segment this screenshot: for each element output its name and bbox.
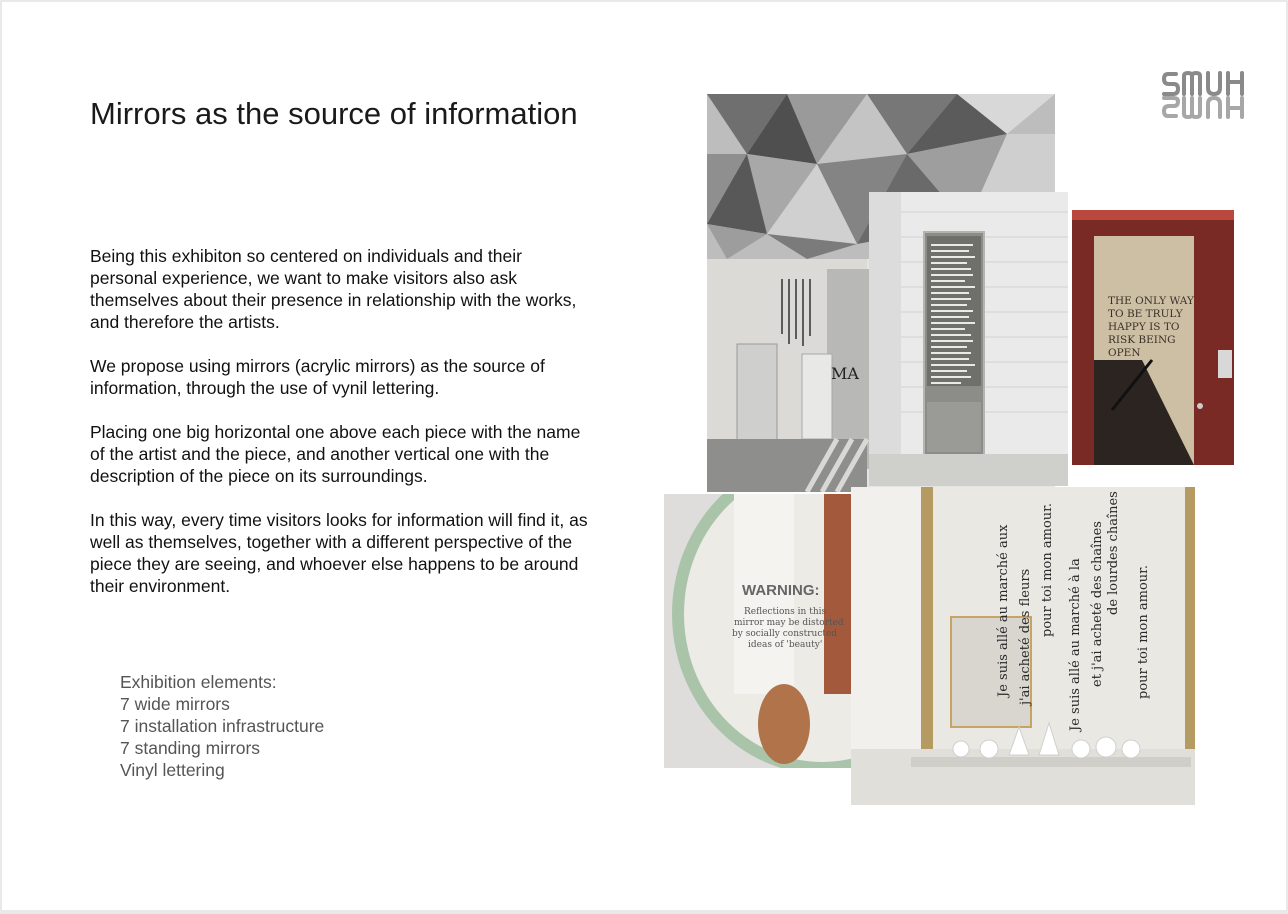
door-text-line: OPEN (1108, 347, 1141, 359)
standing-mirror-image (869, 192, 1068, 486)
photo-door-lettering (1072, 210, 1234, 465)
vertical-text-line: Je suis allé au marché aux (996, 524, 1011, 697)
exhibition-elements-list (120, 671, 324, 781)
vertical-text-line: Je suis allé au marché à la (1068, 558, 1083, 731)
door-text-line: TO BE TRULY (1108, 308, 1183, 320)
gilded-mirror-image (851, 487, 1195, 805)
list-item: 7 standing mirrors (120, 738, 261, 758)
oval-text-line: ideas of 'beauty' (748, 640, 823, 650)
vertical-text-line: j'ai acheté des fleurs (1018, 568, 1033, 705)
paragraph: We propose using mirrors (acrylic mirrors) as the source of information, through the use of vynil lettering. (90, 356, 545, 398)
photo-gilded-mirror-vertical-text (851, 487, 1195, 805)
photo-standing-mirror (869, 192, 1068, 486)
door-text-line: RISK BEING (1108, 334, 1176, 346)
oval-text-line: mirror may be distorted (734, 618, 844, 628)
slide (2, 2, 1286, 910)
vertical-text-line: pour toi mon amour. (1136, 564, 1151, 699)
list-item: 7 installation infrastructure (120, 716, 325, 736)
page-title: Mirrors as the source of information (90, 96, 578, 131)
oval-text-line: Reflections in this (744, 607, 827, 617)
oval-text-line: by socially constructed (732, 629, 838, 639)
lobby-sign-text: MA (831, 364, 859, 383)
photo-oval-mirror-warning (664, 494, 854, 768)
door-text-line: HAPPY IS TO (1108, 321, 1180, 333)
list-item: Vinyl lettering (120, 760, 225, 780)
door-image (1072, 210, 1234, 465)
list-item: 7 wide mirrors (120, 694, 230, 714)
vertical-text-line: pour toi mon amour. (1040, 502, 1055, 637)
paragraph: Placing one big horizontal one above each piece with the name of the artist and the piece, and another vertical one with the description of the piece on its surroundings. (90, 422, 581, 486)
vertical-text-line: de lourdes chaînes (1106, 491, 1121, 615)
elements-heading: Exhibition elements: (120, 672, 277, 692)
door-text-line: THE ONLY WAY (1108, 295, 1194, 307)
paragraph: Being this exhibiton so centered on individuals and their personal experience, we want to make visitors also ask themselves about their presence in relationship with the works, and therefore the artists. (90, 246, 577, 332)
vertical-text-line: et j'ai acheté des chaînes (1090, 521, 1105, 687)
logo (1162, 68, 1248, 120)
oval-mirror-image (664, 494, 854, 768)
body-text (90, 245, 590, 619)
oval-warning-title: WARNING: (742, 582, 820, 599)
paragraph: In this way, every time visitors looks for information will find it, as well as themselves, together with a different perspective of the piece they are seeing, and whoever else happens to be around their environment. (90, 510, 588, 596)
